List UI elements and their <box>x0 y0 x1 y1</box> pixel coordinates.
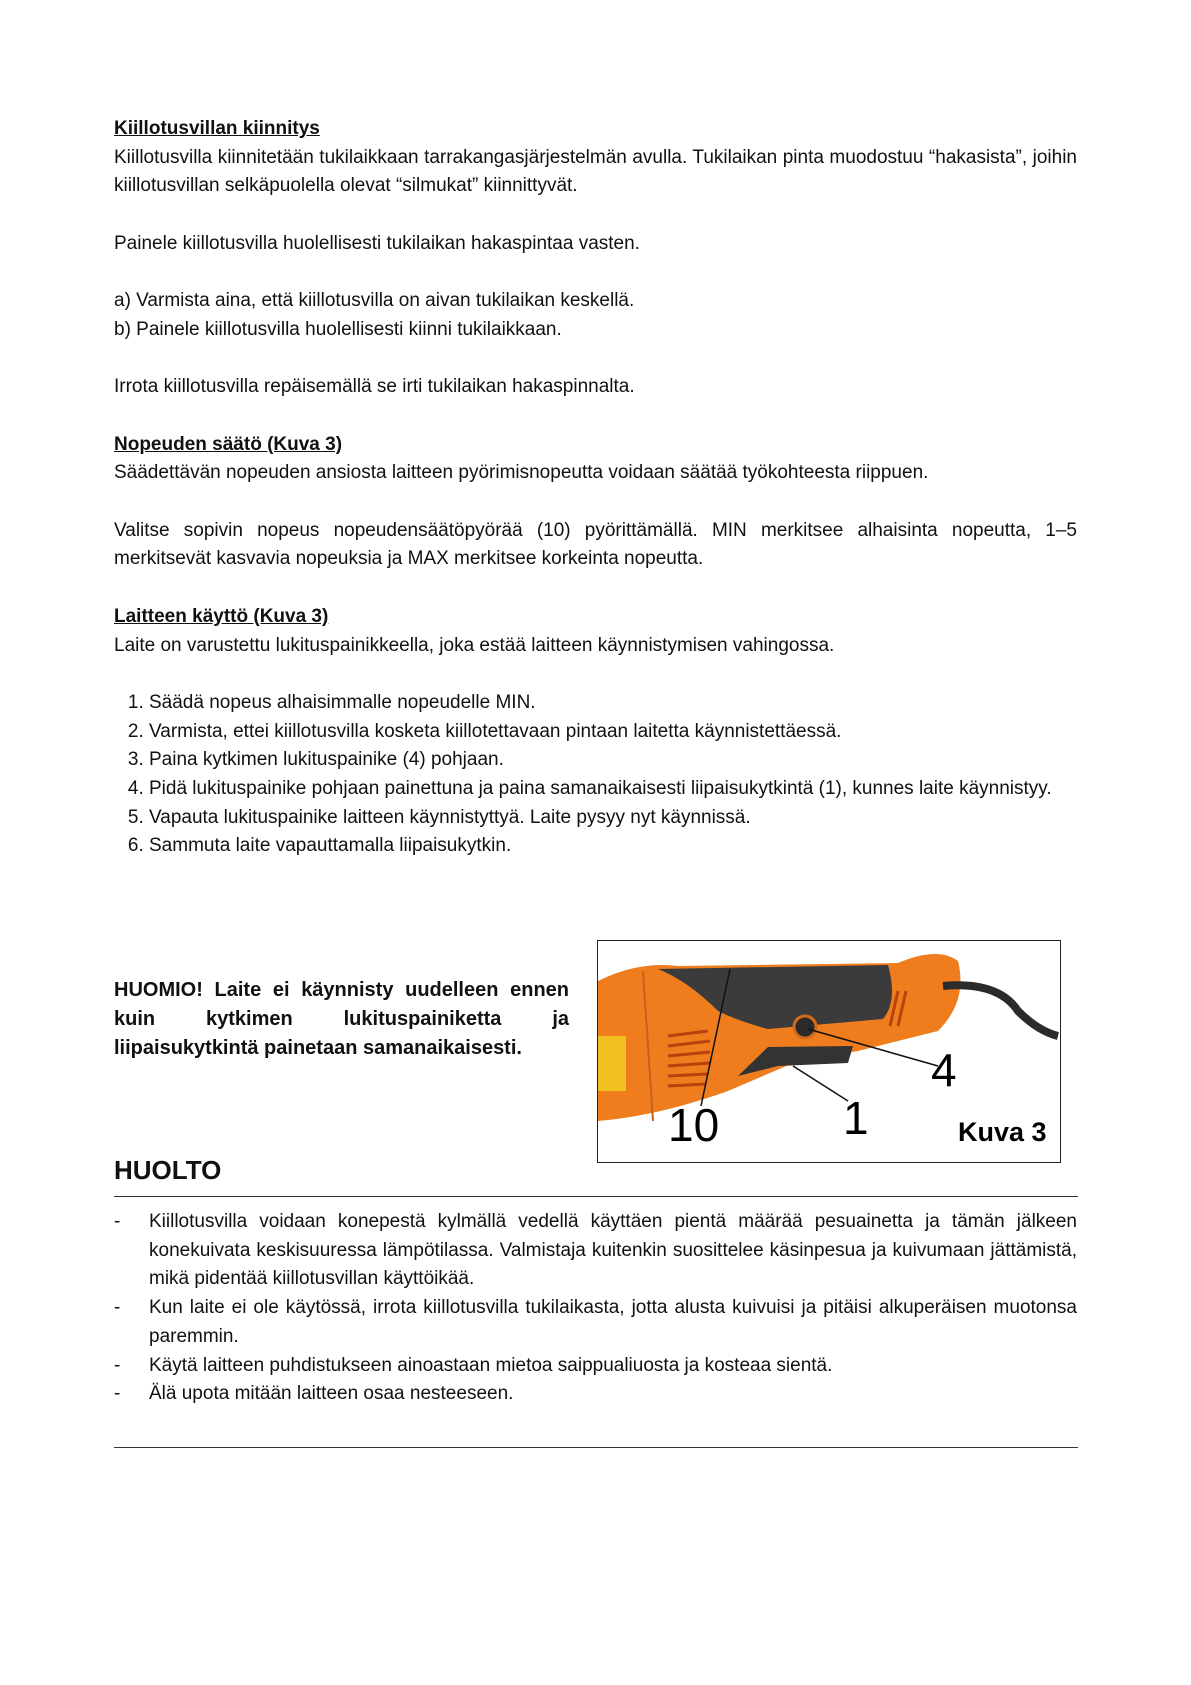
paragraph: a) Varmista aina, että kiillotusvilla on aivan tukilaikan keskellä. <box>114 290 635 312</box>
paragraph: Valitse sopivin nopeus nopeudensäätöpyörää (10) pyörittämällä. MIN merkitsee alhaisinta nopeutta, 1–5 merkitsevät kasvavia nopeuksia ja MAX merkitsee korkeinta nopeutta. <box>114 519 1077 570</box>
section-heading-maintenance: HUOLTO <box>114 1155 222 1185</box>
dash-bullet: - <box>114 1383 121 1405</box>
list-item-text: Kiillotusvilla voidaan konepestä kylmällä vedellä käyttäen pientä määrää pesuainetta ja tämän jälkeen konekuivata keskisuuressa lämpötilassa. Valmistaja kuitenkin suosittelee käsinpesua ja kuivumaan jättämistä, mikä pidentää kiillotusvillan käyttöikää. <box>149 1211 1077 1290</box>
paragraph: Kiillotusvilla kiinnitetään tukilaikkaan tarrakangasjärjestelmän avulla. Tukilaikan pinta muodostuu “hakasista”, joihin kiillotusvillan selkäpuolella olevat “silmukat” kiinnittyvät. <box>114 146 1077 197</box>
list-item-text: Kun laite ei ole käytössä, irrota kiillotusvilla tukilaikasta, jotta alusta kuivuisi ja pitäisi alkuperäisen muotonsa paremmin. <box>149 1297 1077 1347</box>
paragraph: Säädettävän nopeuden ansiosta laitteen pyörimisnopeutta voidaan säätää työkohteesta riippuen. <box>114 462 929 484</box>
list-item: 2. Varmista, ettei kiillotusvilla kosketa kiillotettavaan pintaan laitetta käynnistettäessä. <box>149 718 1077 747</box>
figure-caption: Kuva 3 <box>958 1117 1047 1147</box>
dash-bullet: - <box>114 1211 121 1232</box>
section-attachment <box>114 115 1077 861</box>
list-item <box>114 1208 1077 1294</box>
paragraph: Irrota kiillotusvilla repäisemällä se irti tukilaikan hakaspinnalta. <box>114 376 635 398</box>
figure-polisher <box>597 940 1061 1163</box>
list-item: 4. Pidä lukituspainike pohjaan painettuna ja paina samanaikaisesti liipaisukytkintä (1), kunnes laite käynnistyy. <box>149 775 1077 804</box>
divider <box>114 1196 1078 1197</box>
steps-list <box>114 689 1077 861</box>
paragraph: b) Painele kiillotusvilla huolellisesti kiinni tukilaikkaan. <box>114 318 562 340</box>
list-item: 3. Paina kytkimen lukituspainike (4) pohjaan. <box>149 746 1077 775</box>
label-10: 10 <box>668 1099 720 1151</box>
list-item-text: Älä upota mitään laitteen osaa nesteeseen. <box>149 1383 514 1405</box>
polisher-illustration <box>598 941 1061 1163</box>
section-heading: Nopeuden säätö (Kuva 3) <box>114 433 343 455</box>
list-item <box>114 1294 1077 1351</box>
label-4: 4 <box>931 1044 957 1096</box>
list-item <box>114 1352 1077 1381</box>
list-item: 1. Säädä nopeus alhaisimmalle nopeudelle MIN. <box>149 689 1077 718</box>
list-item: 6. Sammuta laite vapauttamalla liipaisukytkin. <box>149 832 1077 861</box>
dash-bullet: - <box>114 1297 121 1319</box>
dash-bullet: - <box>114 1354 121 1376</box>
label-1: 1 <box>843 1092 869 1144</box>
warning-note: HUOMIO! Laite ei käynnisty uudelleen ennen kuin kytkimen lukituspainiketta ja liipaisukytkintä painetaan samanaikaisesti. <box>114 979 569 1059</box>
list-item <box>114 1380 1077 1409</box>
maintenance-list <box>114 1208 1077 1409</box>
section-heading: Kiillotusvillan kiinnitys <box>114 118 320 139</box>
list-item-text: Käytä laitteen puhdistukseen ainoastaan mietoa saippualiuosta ja kosteaa sientä. <box>149 1354 833 1376</box>
paragraph: Painele kiillotusvilla huolellisesti tukilaikan hakaspintaa vasten. <box>114 232 640 254</box>
list-item: 5. Vapauta lukituspainike laitteen käynnistyttyä. Laite pysyy nyt käynnissä. <box>149 804 1077 833</box>
bottom-divider <box>114 1447 1078 1448</box>
section-heading: Laitteen käyttö (Kuva 3) <box>114 605 329 627</box>
paragraph: Laite on varustettu lukituspainikkeella, joka estää laitteen käynnistymisen vahingossa. <box>114 634 835 656</box>
